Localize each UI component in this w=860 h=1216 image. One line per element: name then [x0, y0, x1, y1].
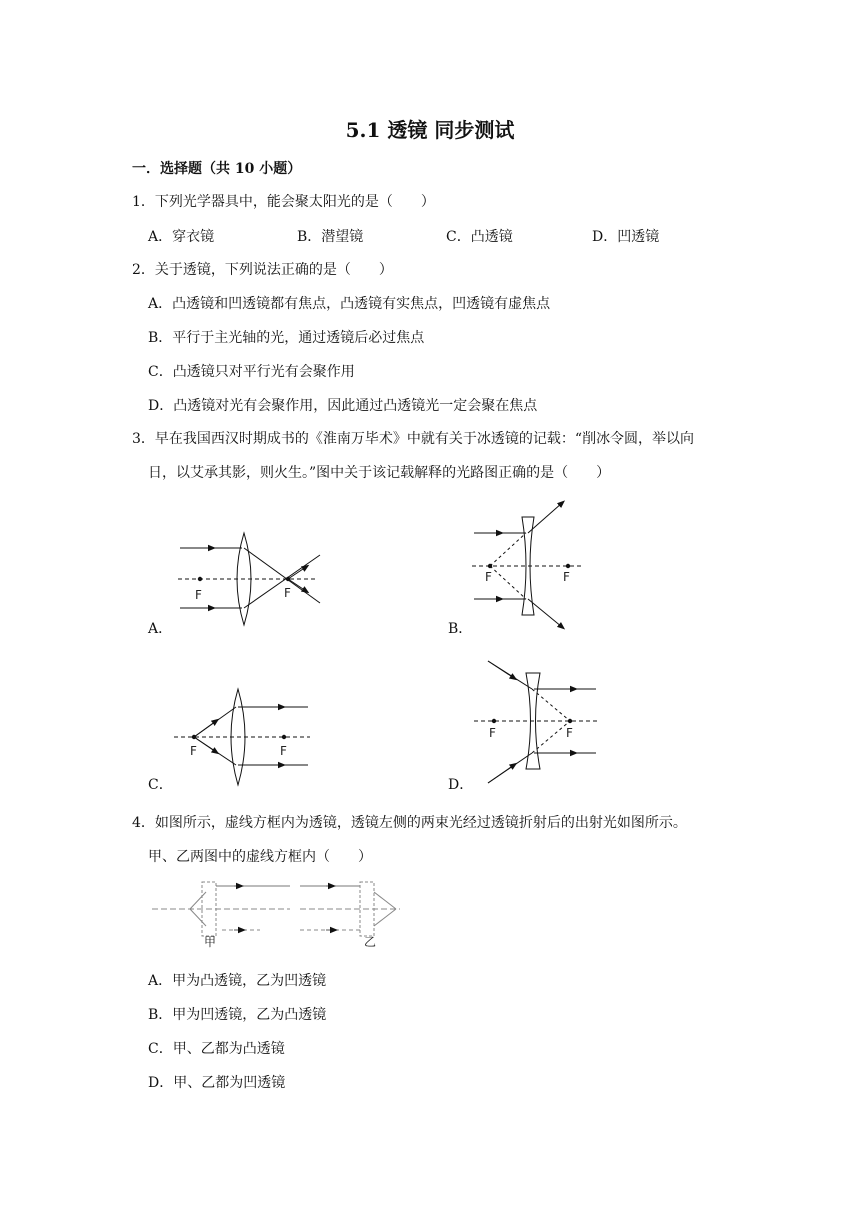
q1-option-a: A．穿衣镜	[148, 229, 215, 245]
question-1-stem: 1．下列光学器具中，能会聚太阳光的是（ ）	[132, 194, 435, 210]
q2-option-b: B．平行于主光轴的光，通过透镜后必过焦点	[148, 330, 425, 346]
focus-label: F	[284, 586, 291, 600]
focus-label: F	[485, 570, 492, 584]
fig-label-jia: 甲	[204, 935, 217, 949]
focus-label: F	[190, 744, 197, 758]
question-3-stem-line1: 3．早在我国西汉时期成书的《淮南万毕术》中就有关于冰透镜的记载：“削冰令圆，举以向	[132, 431, 695, 447]
diagram-b-label: B．	[448, 621, 473, 637]
focus-label: F	[563, 570, 570, 584]
focus-label: F	[280, 744, 287, 758]
q1-option-c: C．凸透镜	[446, 229, 513, 245]
q4-option-d: D．甲、乙都为凹透镜	[148, 1075, 286, 1091]
diagram-d-concave-lens	[470, 655, 605, 790]
question-4-stem-line1: 4．如图所示，虚线方框内为透镜，透镜左侧的两束光经过透镜折射后的出射光如图所示。	[132, 815, 687, 831]
q2-option-d: D．凸透镜对光有会聚作用，因此通过凸透镜光一定会聚在焦点	[148, 398, 538, 414]
q1-option-d: D．凹透镜	[592, 229, 660, 245]
diagram-q4-lens-boxes	[150, 878, 410, 948]
diagram-a-label: A．	[148, 621, 173, 637]
page-title: 5.1 透镜 同步测试	[345, 118, 515, 142]
diagram-c-convex-lens	[170, 685, 320, 785]
section-heading: 一．选择题（共 10 小题）	[132, 161, 302, 177]
focus-label: F	[489, 726, 496, 740]
diagram-d-label: D．	[448, 777, 474, 793]
question-3-stem-line2: 日，以艾承其影，则火生。”图中关于该记载解释的光路图正确的是（ ）	[148, 465, 611, 481]
fig-label-yi: 乙	[364, 935, 377, 949]
diagram-b-concave-lens	[470, 495, 590, 630]
focus-label: F	[566, 726, 573, 740]
focus-label: F	[195, 588, 202, 602]
q1-option-b: B．潜望镜	[297, 229, 364, 245]
q4-option-a: A．甲为凸透镜，乙为凹透镜	[148, 973, 327, 989]
q4-option-c: C．甲、乙都为凸透镜	[148, 1041, 285, 1057]
q4-option-b: B．甲为凹透镜，乙为凸透镜	[148, 1007, 327, 1023]
q2-option-c: C．凸透镜只对平行光有会聚作用	[148, 364, 355, 380]
diagram-a-convex-lens	[170, 525, 330, 625]
diagram-c-label: C．	[148, 777, 173, 793]
q2-option-a: A．凸透镜和凹透镜都有焦点，凸透镜有实焦点，凹透镜有虚焦点	[148, 296, 551, 312]
question-4-stem-line2: 甲、乙两图中的虚线方框内（ ）	[148, 849, 372, 865]
question-2-stem: 2．关于透镜，下列说法正确的是（ ）	[132, 262, 393, 278]
